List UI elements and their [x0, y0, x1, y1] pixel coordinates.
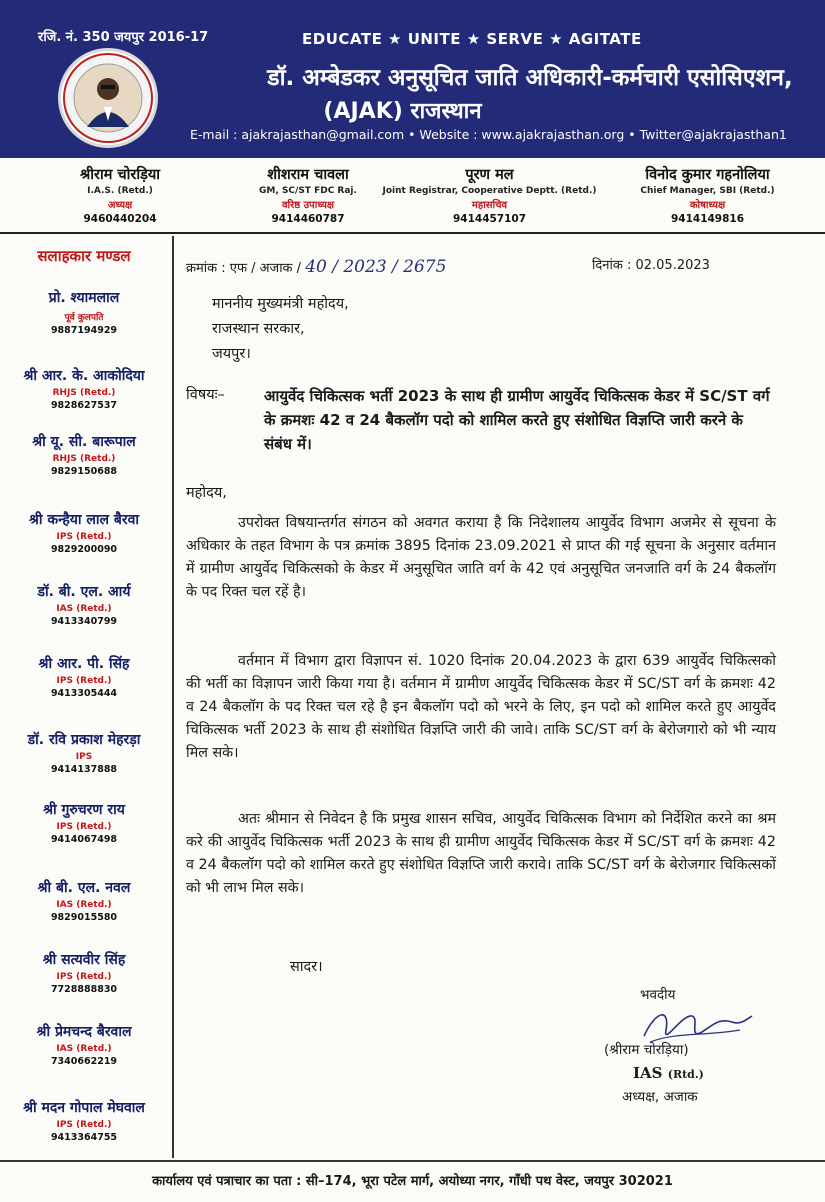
- advisory-member: [0, 730, 168, 775]
- office-address: कार्यालय एवं पत्राचार का पता : सी–174, भूरा पटेल मार्ग, अयोध्या नगर, गाँधी पथ वेस्ट, जयपुर 302021: [152, 1174, 673, 1189]
- member-name: श्री सत्यवीर सिंह: [42, 952, 126, 968]
- member-name: प्रो. श्यामलाल: [48, 290, 120, 306]
- member-name: श्री यू. सी. बारूपाल: [32, 434, 136, 450]
- signer-title-text: IAS: [633, 1064, 663, 1082]
- body-paragraph: उपरोक्त विषयान्तर्गत संगठन को अवगत कराया है कि निदेशालय आयुर्वेद विभाग अजमेर से सूचना के अधिकार के तहत विभाग के पत्र क्रमांक 3895 दिनांक 23.09.2021 से प्राप्त की गई सूचना के अनुसार वर्तमान में ग्रामीण आयुर्वेद चिकित्सको के केडर में अनुसूचित जाति वर्ग के 42 एवं अनुसूचित जनजाति वर्ग के 24 बैकलॉग के पद रिक्त चल रहें है।: [186, 515, 776, 600]
- member-title: IPS (Retd.): [56, 1120, 112, 1130]
- motto: EDUCATE ★ UNITE ★ SERVE ★ AGITATE: [302, 30, 642, 48]
- advisory-member: [0, 432, 168, 477]
- member-name: श्री बी. एल. नवल: [37, 880, 131, 896]
- officer-phone: 9460440204: [83, 213, 157, 225]
- member-title: IAS (Retd.): [56, 604, 112, 614]
- member-title: IAS (Retd.): [56, 1044, 112, 1054]
- officer-senior-vice-president: [208, 164, 408, 225]
- office-bearers: [0, 160, 825, 234]
- yours-faithfully: भवदीय: [640, 987, 676, 1003]
- signer-role: अध्यक्ष, अजाक: [622, 1089, 698, 1105]
- member-name: डॉ. बी. एल. आर्य: [37, 584, 131, 600]
- body-paragraph: वर्तमान में विभाग द्वारा विज्ञापन सं. 1020 दिनांक 20.04.2023 के द्वारा 639 आयुर्वेद चिकित्सको की भर्ती का विज्ञापन जारी किया गया है। वर्तमान में ग्रामीण आयुर्वेद चिकित्सक केडर में SC/ST वर्ग के क्रमशः 42 व 24 बैकलॉग के पद रिक्त चल रहे है इन बैकलॉग पदो को भरने के लिए, इन पदो को शामिल करते हुए आयुर्वेद चिकित्सक भर्ती 2023 के साथ ही संशोधित विज्ञप्ति जारी की जावे। ताकि SC/ST वर्ग के बेरोजगारो को भी न्याय मिल सके।: [186, 653, 776, 761]
- addressee-line: माननीय मुख्यमंत्री महोदय,: [212, 296, 349, 312]
- officer-title: I.A.S. (Retd.): [87, 186, 153, 196]
- addressee-line: जयपुर।: [212, 346, 251, 362]
- advisory-member: [0, 510, 168, 555]
- member-title: IPS (Retd.): [56, 532, 112, 542]
- member-title: पूर्व कुलपति: [64, 313, 104, 323]
- member-title: IPS (Retd.): [56, 822, 112, 832]
- officer-role: कोषाध्यक्ष: [689, 200, 726, 211]
- officer-name: पूरण मल: [465, 167, 514, 183]
- addressee-line: राजस्थान सरकार,: [212, 321, 305, 337]
- advisory-member: [0, 950, 168, 995]
- letter-date: दिनांक : 02.05.2023: [592, 258, 710, 273]
- advisory-member: [0, 366, 168, 411]
- advisory-member: [0, 288, 168, 336]
- reference-number: [186, 257, 446, 277]
- subject-label: विषयः–: [186, 387, 225, 403]
- signer-title-suffix: (Rtd.): [667, 1068, 704, 1081]
- member-title: IPS (Retd.): [56, 676, 112, 686]
- advisory-member: [0, 800, 168, 845]
- member-name: श्री आर. पी. सिंह: [38, 656, 130, 672]
- member-name: श्री कन्हैया लाल बैरवा: [28, 512, 140, 528]
- signer-name: (श्रीराम चोरड़िया): [604, 1042, 689, 1058]
- advisory-board-sidebar: [0, 236, 174, 1158]
- advisory-member: [0, 654, 168, 699]
- ambedkar-portrait-seal-icon: [58, 48, 158, 148]
- member-title: IAS (Retd.): [56, 900, 112, 910]
- member-title: RHJS (Retd.): [52, 454, 116, 464]
- advisory-member: [0, 582, 168, 627]
- signer-title: [633, 1064, 704, 1082]
- member-name: श्री आर. के. आकोदिया: [23, 368, 145, 384]
- salutation: महोदय,: [186, 485, 227, 501]
- member-phone: 9413340799: [50, 616, 118, 627]
- officer-name: श्रीराम चोरड़िया: [80, 167, 160, 183]
- member-phone: 9414067498: [50, 834, 118, 845]
- officer-title: Chief Manager, SBI (Retd.): [640, 186, 775, 196]
- officer-president: [20, 164, 220, 225]
- advisory-member: [0, 878, 168, 923]
- contact-line: E-mail : ajakrajasthan@gmail.com • Website : www.ajakrajasthan.org • Twitter@ajakrajasthan1: [190, 127, 787, 142]
- member-title: IPS: [75, 752, 93, 762]
- member-name: श्री गुरुचरण राय: [43, 802, 125, 818]
- body-paragraph: अतः श्रीमान से निवेदन है कि प्रमुख शासन सचिव, आयुर्वेद चिकित्सक विभाग को निर्देशित करने का श्रम करे की आयुर्वेद चिकित्सक भर्ती 2023 के साथ ही ग्रामीण आयुर्वेद चिकित्सक केडर में SC/ST वर्ग के क्रमशः 42 व 24 बैकलॉग पदो को शामिल करते हुए संशोधित विज्ञप्ति जारी करावे। ताकि SC/ST वर्ग के बेरोजगार चिकित्सकों को भी लाभ मिल सके।: [186, 811, 776, 896]
- officer-role: वरिष्ठ उपाध्यक्ष: [281, 200, 335, 211]
- member-title: RHJS (Retd.): [52, 388, 116, 398]
- letterhead-banner: [0, 0, 825, 158]
- advisory-board-title: सलाहकार मण्डल: [37, 247, 131, 265]
- officer-title: GM, SC/ST FDC Raj.: [259, 186, 357, 196]
- officer-name: विनोद कुमार गहनोलिया: [645, 167, 770, 183]
- advisory-member: [0, 1022, 168, 1067]
- officer-name: शीशराम चावला: [267, 167, 349, 183]
- member-name: श्री प्रेमचन्द बैरवाल: [36, 1024, 132, 1040]
- officer-phone: 9414149816: [670, 213, 745, 225]
- officer-title: Joint Registrar, Cooperative Deptt. (Retd.): [382, 186, 597, 196]
- closing: सादर।: [290, 959, 323, 975]
- subject-text: आयुर्वेद चिकित्सक भर्ती 2023 के साथ ही ग्रामीण आयुर्वेद चिकित्सक केडर में SC/ST वर्ग के क्रमशः 42 व 24 बैकलॉग पदो को शामिल करते हुए संशोधित विज्ञप्ति जारी करने के संबंध में।: [264, 387, 770, 453]
- organization-name: डॉ. अम्बेडकर अनुसूचित जाति अधिकारी-कर्मचारी एसोसिएशन,: [267, 65, 793, 91]
- officer-general-secretary: [382, 164, 597, 225]
- officer-role: अध्यक्ष: [107, 200, 133, 211]
- officer-phone: 9414457107: [452, 213, 527, 225]
- footer: [0, 1160, 825, 1202]
- member-phone: 9828627537: [50, 400, 118, 411]
- registration-number: रजि. नं. 350 जयपुर 2016-17: [38, 30, 209, 45]
- member-name: श्री मदन गोपाल मेघवाल: [23, 1100, 145, 1116]
- officer-phone: 9414460787: [271, 213, 345, 225]
- reference-handwritten: 40 / 2023 / 2675: [305, 257, 447, 277]
- member-phone: 7728888830: [50, 984, 118, 995]
- member-phone: 9887194929: [50, 325, 118, 336]
- organization-name-state: (AJAK) राजस्थान: [323, 99, 482, 124]
- member-phone: 9829200090: [50, 544, 118, 555]
- member-phone: 9829015580: [50, 912, 118, 923]
- member-phone: 9413364755: [50, 1132, 118, 1143]
- officer-treasurer: [600, 164, 815, 225]
- member-phone: 9414137888: [50, 764, 118, 775]
- officer-role: महासचिव: [471, 200, 508, 211]
- member-name: डॉ. रवि प्रकाश मेहरड़ा: [27, 732, 141, 748]
- member-phone: 9413305444: [50, 688, 118, 699]
- member-phone: 9829150688: [50, 466, 118, 477]
- advisory-member: [0, 1098, 168, 1143]
- member-phone: 7340662219: [50, 1056, 118, 1067]
- reference-label: क्रमांक : एफ / अजाक /: [186, 261, 302, 276]
- member-title: IPS (Retd.): [56, 972, 112, 982]
